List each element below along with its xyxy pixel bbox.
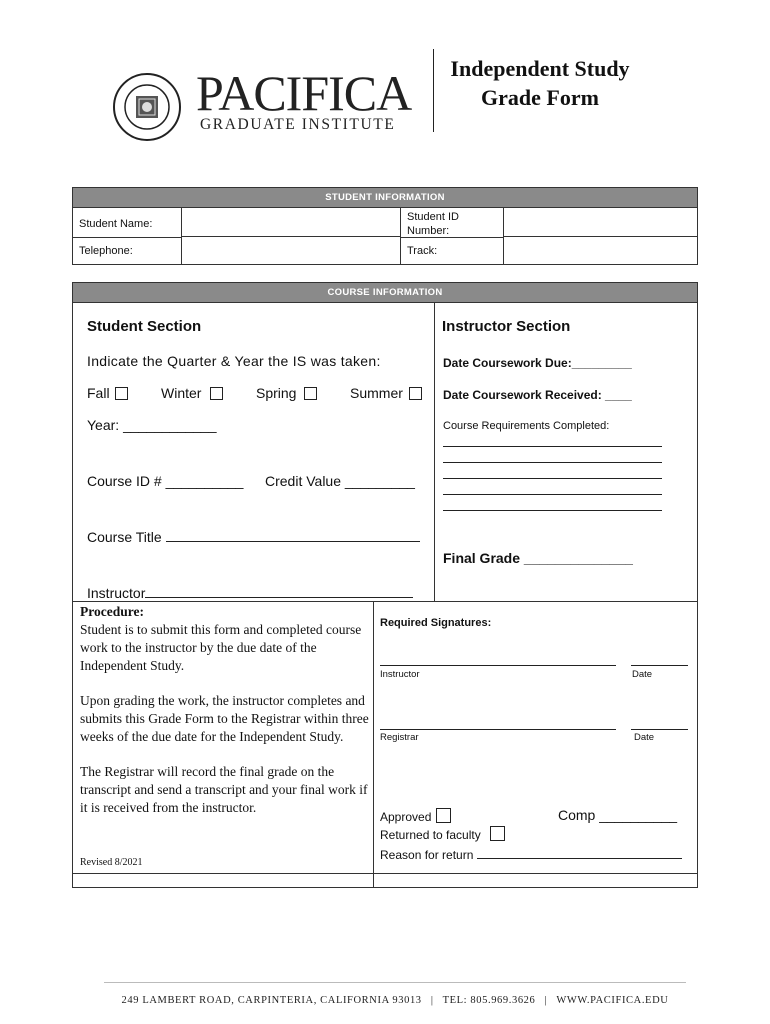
footer-rule	[104, 982, 686, 983]
approved-option[interactable]	[380, 808, 451, 824]
footer-contact	[104, 995, 686, 1006]
requirements-line[interactable]	[443, 478, 662, 479]
year-field[interactable]: Year: ____________	[87, 417, 217, 433]
quarter-winter[interactable]	[161, 385, 223, 401]
instructor-date-line[interactable]	[631, 665, 688, 666]
credit-value-field[interactable]: Credit Value _________	[265, 473, 415, 489]
student-info-heading: STUDENT INFORMATION	[73, 188, 697, 208]
student-id-field[interactable]	[503, 208, 697, 237]
course-id-field[interactable]: Course ID # __________	[87, 473, 244, 489]
quarter-fall[interactable]	[87, 385, 128, 401]
instructor-label: Instructor	[87, 585, 146, 601]
footer-phone: TEL: 805.969.3626	[442, 995, 536, 1006]
requirements-line[interactable]	[443, 494, 662, 495]
registrar-signature-label: Registrar	[380, 732, 419, 743]
date-received-field[interactable]: Date Coursework Received: ____	[443, 388, 632, 402]
revised-date: Revised 8/2021	[80, 857, 143, 868]
instructor-date-label: Date	[632, 669, 653, 680]
bottom-strip-rule	[72, 873, 698, 874]
instructor-field[interactable]	[87, 585, 413, 601]
quarter-fall-label: Fall	[87, 385, 110, 401]
quarter-spring-label: Spring	[256, 385, 297, 401]
indicate-quarter-text: Indicate the Quarter & Year the IS was taken:	[87, 353, 381, 369]
section-divider	[434, 303, 435, 602]
quarter-summer[interactable]	[350, 385, 422, 401]
footer-separator: |	[544, 995, 548, 1006]
course-info-heading: COURSE INFORMATION	[73, 283, 697, 303]
track-field[interactable]	[503, 237, 697, 264]
id-row-divider	[401, 237, 503, 238]
form-title-line1: Independent Study	[450, 56, 630, 81]
instructor-line[interactable]	[145, 585, 413, 598]
telephone-field[interactable]	[181, 237, 401, 264]
form-title-line2: Grade Form	[481, 85, 599, 110]
spring-checkbox[interactable]	[304, 387, 317, 400]
institute-seal	[112, 72, 182, 142]
course-title-field[interactable]	[87, 529, 420, 545]
procedure-paragraph-1: Student is to submit this form and completed course work to the instructor by the due date of the Independent Study.	[80, 622, 362, 673]
telephone-label: Telephone:	[79, 245, 133, 257]
student-info-section	[72, 187, 698, 265]
quarter-winter-label: Winter	[161, 385, 202, 401]
required-signatures-title: Required Signatures:	[380, 617, 492, 629]
approved-checkbox[interactable]	[436, 808, 451, 823]
reason-line[interactable]	[477, 847, 682, 859]
procedure-title: Procedure:	[80, 604, 144, 619]
registrar-signature-line[interactable]	[380, 729, 616, 730]
winter-checkbox[interactable]	[210, 387, 223, 400]
track-label: Track:	[407, 245, 438, 257]
requirements-line[interactable]	[443, 462, 662, 463]
student-section-title: Student Section	[87, 318, 202, 335]
instructor-signature-label: Instructor	[380, 669, 420, 680]
quarter-spring[interactable]	[256, 385, 317, 401]
header-divider	[433, 49, 434, 132]
lower-top-rule	[72, 601, 698, 602]
comp-field[interactable]: Comp __________	[558, 807, 678, 823]
returned-option[interactable]	[380, 826, 505, 842]
lower-divider	[373, 601, 374, 888]
returned-checkbox[interactable]	[490, 826, 505, 841]
instructor-section-title: Instructor Section	[442, 318, 571, 335]
approved-label: Approved	[380, 810, 432, 824]
summer-checkbox[interactable]	[409, 387, 422, 400]
student-name-field[interactable]	[181, 208, 401, 237]
requirements-line[interactable]	[443, 510, 662, 511]
requirements-label: Course Requirements Completed:	[443, 420, 610, 432]
requirements-line[interactable]	[443, 446, 662, 447]
quarter-summer-label: Summer	[350, 385, 403, 401]
name-row-divider	[73, 237, 181, 238]
student-id-label: Student ID Number:	[407, 211, 459, 237]
student-name-label: Student Name:	[79, 218, 153, 230]
logo-name: PACIFICA	[196, 65, 412, 121]
reason-label: Reason for return	[380, 848, 474, 862]
form-title	[440, 54, 640, 112]
footer-separator: |	[430, 995, 434, 1006]
procedure-paragraph-3: The Registrar will record the final grade on the transcript and send a transcript and your final work if it is received from the instructor.	[80, 764, 368, 815]
logo-subtitle: GRADUATE INSTITUTE	[200, 116, 396, 133]
footer-website[interactable]: WWW.PACIFICA.EDU	[556, 995, 669, 1006]
final-grade-field[interactable]: Final Grade ______________	[443, 550, 633, 566]
registrar-date-label: Date	[634, 732, 655, 743]
course-title-label: Course Title	[87, 529, 162, 545]
registrar-date-line[interactable]	[631, 729, 688, 730]
returned-label: Returned to faculty	[380, 828, 481, 842]
course-title-line[interactable]	[166, 529, 420, 542]
date-due-field[interactable]: Date Coursework Due:_________	[443, 356, 632, 370]
fall-checkbox[interactable]	[115, 387, 128, 400]
procedure-paragraph-2: Upon grading the work, the instructor completes and submits this Grade Form to the Registrar within three weeks of the due date for the Independent Study.	[80, 693, 369, 744]
reason-field[interactable]	[380, 847, 682, 862]
footer-address: 249 LAMBERT ROAD, CARPINTERIA, CALIFORNIA 93013	[121, 995, 422, 1006]
instructor-signature-line[interactable]	[380, 665, 616, 666]
procedure-block	[80, 603, 370, 817]
